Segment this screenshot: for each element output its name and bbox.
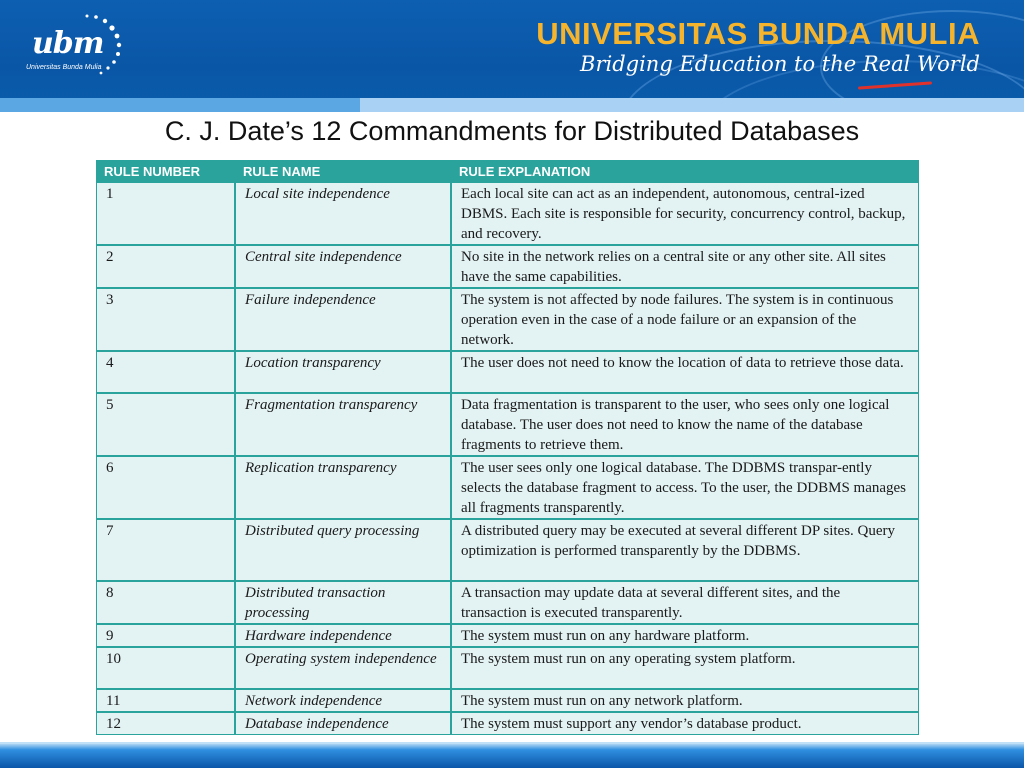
table-row	[96, 182, 919, 245]
rule-explanation-cell: No site in the network relies on a central site or any other site. All sites have the same capabilities.	[451, 245, 919, 288]
rule-explanation-cell: Data fragmentation is transparent to the user, who sees only one logical database. The user does not need to know the name of the database fragments to retrieve them.	[451, 393, 919, 456]
rule-explanation-cell: A distributed query may be executed at several different DP sites. Query optimization is performed transparently by the DDBMS.	[451, 519, 919, 581]
rule-explanation-cell: The system must run on any hardware platform.	[451, 624, 919, 647]
rule-number-cell: 12	[96, 712, 235, 735]
rule-number-cell: 4	[96, 351, 235, 393]
rule-explanation-cell: The system must support any vendor’s database product.	[451, 712, 919, 735]
table-row	[96, 689, 919, 712]
rule-name-cell: Failure independence	[235, 288, 451, 351]
column-header-rule-number: RULE NUMBER	[96, 160, 235, 182]
slide-header	[0, 0, 1024, 112]
rule-number-cell: 7	[96, 519, 235, 581]
rule-name-cell: Operating system independence	[235, 647, 451, 689]
logo-subtext: Universitas Bunda Mulia	[26, 64, 102, 71]
table-row	[96, 581, 919, 624]
rule-name-cell: Location transparency	[235, 351, 451, 393]
header-bottom-band-light	[360, 98, 1024, 112]
rule-number-cell: 1	[96, 182, 235, 245]
rule-number-cell: 5	[96, 393, 235, 456]
rule-name-cell: Hardware independence	[235, 624, 451, 647]
table-row	[96, 245, 919, 288]
rule-number-cell: 9	[96, 624, 235, 647]
table-row	[96, 456, 919, 519]
rule-name-cell: Local site independence	[235, 182, 451, 245]
rule-explanation-cell: The user sees only one logical database. The DDBMS transpar-ently selects the database fragment to access. To the user, the DDBMS manages all fragments transparently.	[451, 456, 919, 519]
rule-name-cell: Central site independence	[235, 245, 451, 288]
table-row	[96, 712, 919, 735]
slide-title: C. J. Date’s 12 Commandments for Distributed Databases	[164, 116, 860, 146]
rule-number-cell: 10	[96, 647, 235, 689]
table-row	[96, 624, 919, 647]
rule-explanation-cell: The user does not need to know the location of data to retrieve those data.	[451, 351, 919, 393]
rule-number-cell: 8	[96, 581, 235, 624]
table-row	[96, 519, 919, 581]
rule-name-cell: Distributed transaction processing	[235, 581, 451, 624]
rule-explanation-cell: The system must run on any network platform.	[451, 689, 919, 712]
rule-name-cell: Distributed query processing	[235, 519, 451, 581]
rule-name-cell: Fragmentation transparency	[235, 393, 451, 456]
column-header-rule-explanation: RULE EXPLANATION	[451, 160, 919, 182]
rule-name-cell: Database independence	[235, 712, 451, 735]
commandments-table	[96, 160, 919, 735]
rule-explanation-cell: A transaction may update data at several different sites, and the transaction is executed transparently.	[451, 581, 919, 624]
logo-wordmark: ubm	[32, 26, 104, 61]
rule-explanation-cell: Each local site can act as an independent, autonomous, central-ized DBMS. Each site is responsible for security, concurrency control, backup, and recovery.	[451, 182, 919, 245]
column-header-rule-name: RULE NAME	[235, 160, 451, 182]
commandments-table-container	[96, 160, 919, 734]
rule-number-cell: 3	[96, 288, 235, 351]
rule-name-cell: Network independence	[235, 689, 451, 712]
table-row	[96, 647, 919, 689]
rule-explanation-cell: The system must run on any operating system platform.	[451, 647, 919, 689]
university-name: UNIVERSITAS BUNDA MULIA	[536, 16, 980, 51]
table-header-row	[96, 160, 919, 182]
rule-number-cell: 6	[96, 456, 235, 519]
table-row	[96, 288, 919, 351]
rule-explanation-cell: The system is not affected by node failures. The system is in continuous operation even in the case of a node failure or an expansion of the network.	[451, 288, 919, 351]
footer-highlight-line	[0, 742, 1024, 744]
university-tagline: Bridging Education to the Real World	[580, 52, 980, 76]
rule-number-cell: 2	[96, 245, 235, 288]
rule-number-cell: 11	[96, 689, 235, 712]
rule-name-cell: Replication transparency	[235, 456, 451, 519]
table-row	[96, 393, 919, 456]
table-row	[96, 351, 919, 393]
slide-footer-band	[0, 742, 1024, 768]
ubm-logo	[18, 12, 128, 86]
